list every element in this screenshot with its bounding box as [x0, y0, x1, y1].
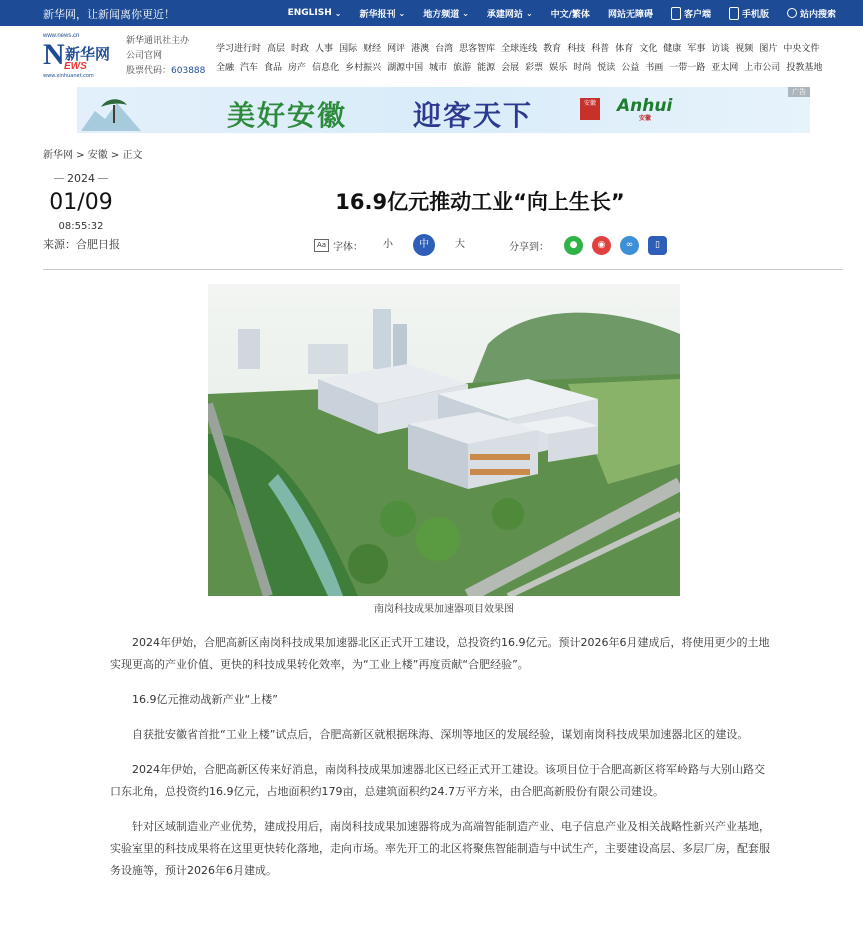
- article-body: [110, 632, 775, 895]
- channel-link[interactable]: 网评: [387, 44, 406, 54]
- banner-brand: Anhui 安徽: [617, 96, 673, 122]
- channel-link[interactable]: 文化: [639, 44, 658, 54]
- channel-link[interactable]: 一带一路: [669, 63, 706, 73]
- paragraph: 自获批安徽省首批“工业上楼”试点后，合肥高新区就根据珠海、深圳等地区的发展经验，谋划南岗科技成果加速器北区的建设。: [132, 728, 749, 741]
- channel-link[interactable]: 港澳: [411, 44, 430, 54]
- channel-link[interactable]: 会展: [501, 63, 520, 73]
- channel-link[interactable]: 思客智库: [459, 44, 496, 54]
- channel-row-1: [216, 40, 856, 59]
- channel-link[interactable]: 图片: [759, 44, 778, 54]
- channel-link[interactable]: 乡村振兴: [345, 63, 382, 73]
- font-size-icon: Aa: [314, 239, 329, 252]
- channel-link[interactable]: 书画: [645, 63, 664, 73]
- channel-row-2: [216, 59, 856, 78]
- top-bar: [0, 0, 863, 26]
- channel-link[interactable]: 湖源中国: [387, 63, 424, 73]
- banner-text-1: 美好安徽: [227, 99, 348, 132]
- nav-client-app[interactable]: 客户端: [662, 7, 720, 20]
- article-date: 01/09: [49, 190, 113, 215]
- channel-link[interactable]: 投教基地: [786, 63, 823, 73]
- chevron-down-icon: ⌄: [525, 8, 533, 18]
- channel-link[interactable]: 食品: [264, 63, 283, 73]
- site-slogan: 新华网，让新闻离你更近！: [43, 8, 175, 21]
- industrial-park-rendering: [208, 284, 680, 596]
- channel-link[interactable]: 城市: [429, 63, 448, 73]
- channel-nav: [216, 40, 856, 78]
- section-heading: 16.9亿元推动战新产业“上楼”: [132, 693, 278, 706]
- nav-mobile[interactable]: 手机版: [720, 7, 778, 20]
- channel-link[interactable]: 军事: [687, 44, 706, 54]
- channel-link[interactable]: 健康: [663, 44, 682, 54]
- chevron-down-icon: ⌄: [398, 8, 406, 18]
- channel-link[interactable]: 体育: [615, 44, 634, 54]
- channel-link[interactable]: 公益: [621, 63, 640, 73]
- article-meta: [43, 172, 123, 252]
- article-title: 16.9亿元推动工业“向上生长”: [335, 190, 625, 214]
- channel-link[interactable]: 旅游: [453, 63, 472, 73]
- channel-link[interactable]: 娱乐: [549, 63, 568, 73]
- banner-ad[interactable]: [77, 87, 810, 133]
- breadcrumb[interactable]: 新华网 > 安徽 > 正文: [43, 150, 143, 161]
- chevron-down-icon: ⌄: [462, 8, 469, 18]
- banner-text-2: 迎客天下: [413, 99, 534, 132]
- paragraph: 2024年伊始，合肥高新区传来好消息，南岗科技成果加速器北区已经正式开工建设。该项目位于合肥高新区将军岭路与大别山路交口东北角，总投资约16.9亿元，占地面积约179亩，总建筑面积约24.7万平方米，由合肥高新股份有限公司建设。: [110, 763, 765, 798]
- mountain-pine-icon: [81, 93, 141, 131]
- wechat-share-icon[interactable]: ●: [564, 236, 583, 255]
- channel-link[interactable]: 视频: [735, 44, 754, 54]
- phone-icon: [671, 7, 681, 20]
- weibo-share-icon[interactable]: ◉: [592, 236, 611, 255]
- channel-link[interactable]: 访谈: [711, 44, 730, 54]
- article-time: 08:55:32: [58, 221, 104, 232]
- channel-link[interactable]: 人事: [315, 44, 334, 54]
- channel-link[interactable]: 亚太网: [711, 63, 739, 73]
- channel-link[interactable]: 科普: [591, 44, 610, 54]
- top-nav: [279, 0, 845, 26]
- link-share-icon[interactable]: ∞: [620, 236, 639, 255]
- channel-link[interactable]: 能源: [477, 63, 496, 73]
- channel-link[interactable]: 台湾: [435, 44, 454, 54]
- channel-link[interactable]: 信息化: [312, 63, 340, 73]
- ad-label: 广告: [788, 87, 810, 97]
- article-photo: [208, 284, 680, 596]
- search-icon: [787, 8, 797, 18]
- nav-newspapers[interactable]: 新华报刊 ⌄: [359, 8, 406, 20]
- channel-link[interactable]: 高层: [267, 44, 286, 54]
- site-header: [0, 26, 863, 84]
- channel-link[interactable]: 汽车: [240, 63, 259, 73]
- channel-link[interactable]: 国际: [339, 44, 358, 54]
- channel-link[interactable]: 房产: [288, 63, 307, 73]
- mobile-share-icon[interactable]: ▯: [648, 236, 667, 255]
- xinhua-logo[interactable]: www.news.cn N 新华网 EWS www.xinhuanet.com: [43, 33, 111, 79]
- font-small-button[interactable]: 小: [383, 239, 393, 250]
- header-divider: [43, 269, 843, 270]
- channel-link[interactable]: 上市公司: [744, 63, 781, 73]
- font-label: 字体：: [333, 241, 363, 253]
- paragraph: 针对区域制造业产业优势，建成投用后，南岗科技成果加速器将成为高端智能制造产业、电子信息产业及相关战略性新兴产业基地，实验室里的科技成果将在这里更快转化落地，走向市场。率先开工的北区将聚焦智能制造与中试生产，主要建设高层、多层厂房，配套服务设施等，预计2026年6月建成。: [110, 820, 770, 877]
- nav-hosted-sites[interactable]: 承建网站 ⌄: [486, 8, 533, 20]
- channel-link[interactable]: 时政: [291, 44, 310, 54]
- nav-accessibility[interactable]: 网站无障碍: [607, 9, 653, 20]
- article-year: 2024: [43, 172, 119, 185]
- channel-link[interactable]: 彩票: [525, 63, 544, 73]
- chevron-down-icon: ⌄: [334, 8, 342, 18]
- channel-link[interactable]: 悦读: [597, 63, 616, 73]
- nav-local-channels[interactable]: 地方频道 ⌄: [423, 8, 469, 20]
- font-large-button[interactable]: 大: [455, 239, 465, 250]
- stock-code: 603888: [171, 66, 206, 76]
- channel-link[interactable]: 学习进行时: [216, 44, 262, 54]
- photo-caption: 南岗科技成果加速器项目效果图: [374, 604, 514, 615]
- channel-link[interactable]: 全球连线: [501, 44, 538, 54]
- banner-seal: 安徽: [580, 98, 600, 120]
- header-info: 新华通讯社主办 公司官网 股票代码：603888: [126, 36, 206, 76]
- paragraph: 2024年伊始，合肥高新区南岗科技成果加速器北区正式开工建设，总投资约16.9亿元。预计2026年6月建成后，将使用更少的土地实现更高的产业价值、更快的科技成果转化效率，为“工业上楼”再度贡献“合肥经验”。: [110, 636, 770, 671]
- nav-english[interactable]: ENGLISH ⌄: [287, 8, 342, 18]
- channel-link[interactable]: 中央文件: [783, 44, 820, 54]
- nav-site-search[interactable]: 站内搜索: [778, 7, 845, 20]
- channel-link[interactable]: 全融: [216, 63, 235, 73]
- article-toolbar: [314, 234, 667, 256]
- channel-link[interactable]: 科技: [567, 44, 586, 54]
- font-medium-button[interactable]: 中: [413, 234, 435, 256]
- share-label: 分享到：: [509, 241, 549, 253]
- phone-icon: [729, 7, 739, 20]
- article-source: 来源：合肥日报: [43, 238, 120, 251]
- nav-traditional-chinese[interactable]: 中文/繁体: [550, 9, 590, 20]
- channel-link[interactable]: 时尚: [573, 63, 592, 73]
- channel-link[interactable]: 教育: [543, 44, 562, 54]
- channel-link[interactable]: 财经: [363, 44, 382, 54]
